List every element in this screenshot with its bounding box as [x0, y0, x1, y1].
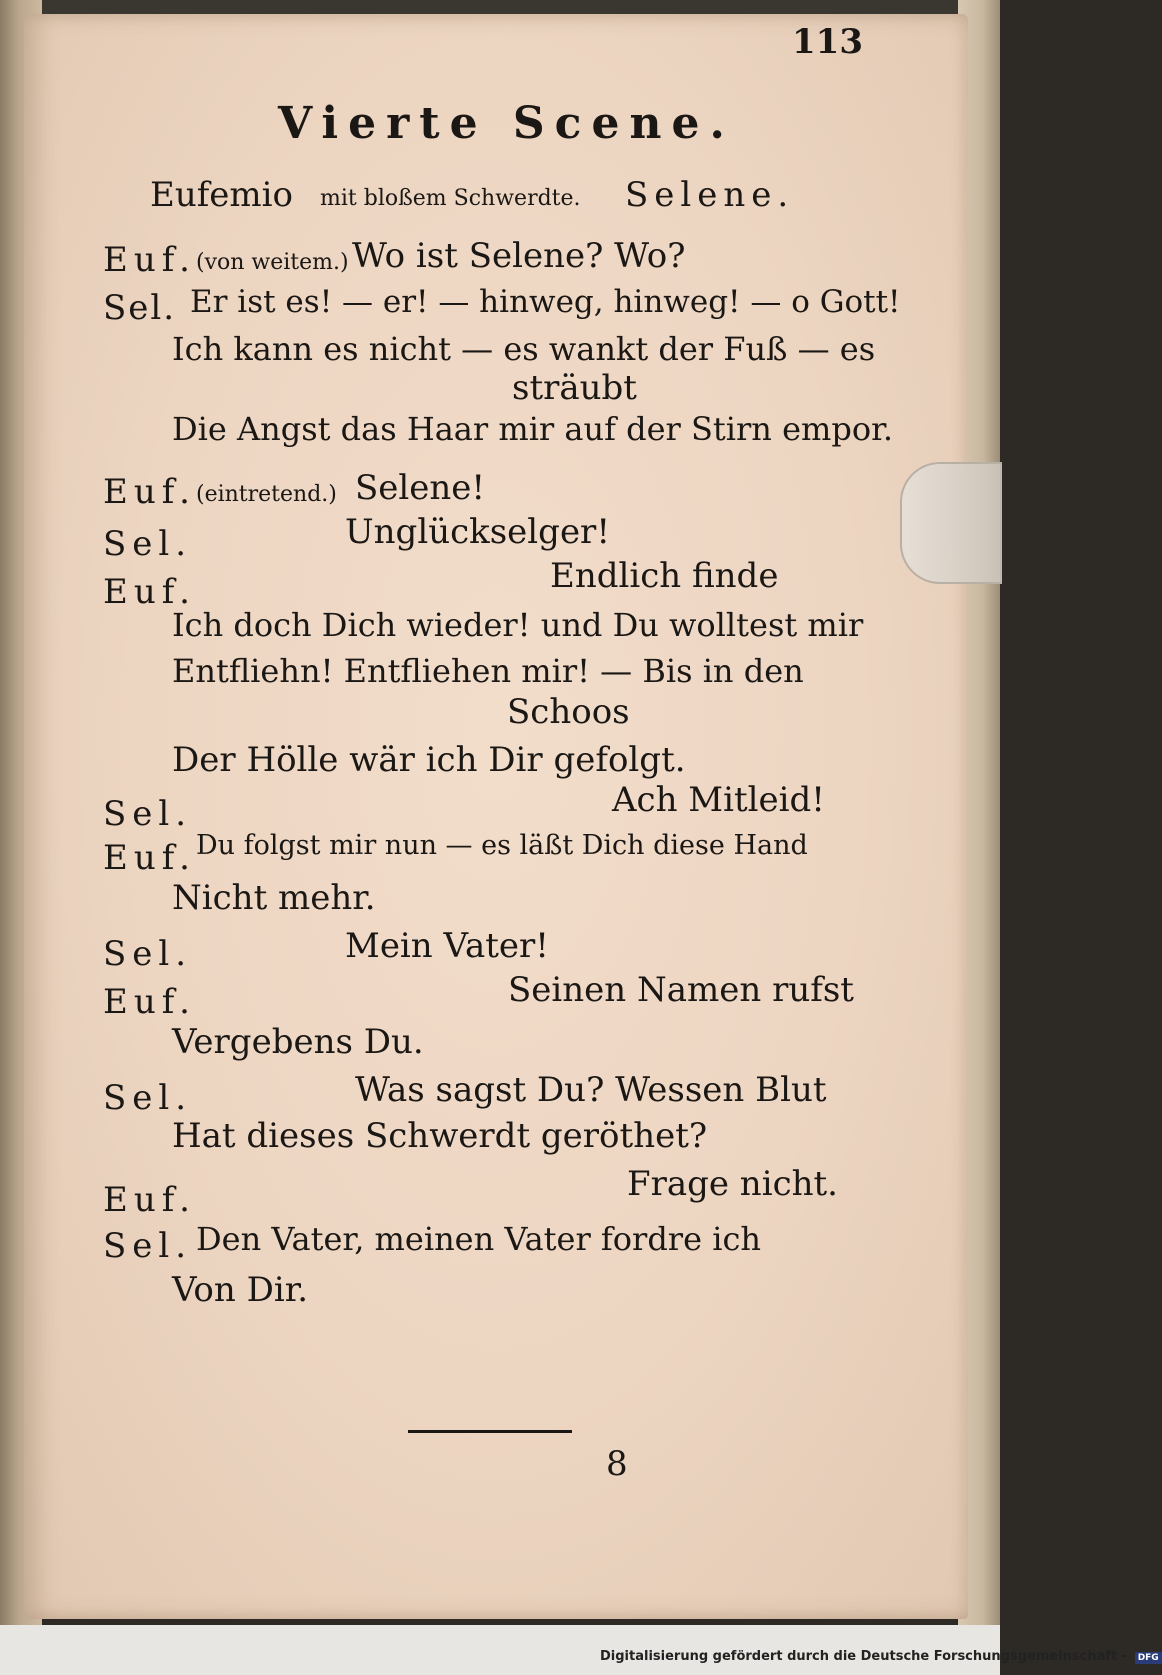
speaker-label: Sel. — [103, 794, 193, 834]
verse-line: Unglückselger! — [345, 512, 610, 552]
speaker-label: Sel. — [103, 288, 177, 328]
credit-text: Digitalisierung gefördert durch die Deutsche Forschungsgemeinschaft - — [600, 1649, 1128, 1664]
digitization-credit — [600, 1649, 1162, 1664]
verse-line: Nicht mehr. — [172, 878, 376, 918]
verse-line: Ich kann es nicht — es wankt der Fuß — es — [172, 330, 876, 368]
speaker-label: Euf. — [103, 572, 196, 612]
page-clip — [900, 462, 1002, 584]
speaker-label: Sel. — [103, 1226, 193, 1266]
speaker-label: Euf. — [103, 472, 196, 512]
speaker-label: Sel. — [103, 524, 193, 564]
cast-name-1: Eufemio — [150, 175, 294, 215]
speaker-label: Euf. — [103, 838, 196, 878]
verse-line: Von Dir. — [172, 1270, 309, 1310]
speaker-label: Euf. — [103, 1180, 196, 1220]
end-rule — [408, 1430, 572, 1433]
verse-line: Wo ist Selene? Wo? — [352, 236, 686, 276]
verse-line: Frage nicht. — [627, 1164, 838, 1204]
signature-mark: 8 — [606, 1444, 628, 1484]
verse-line: Ich doch Dich wieder! und Du wolltest mir — [172, 606, 864, 644]
page-number: 113 — [792, 22, 863, 62]
cast-name-2: Selene. — [625, 175, 795, 215]
speaker-label: Sel. — [103, 1078, 193, 1118]
verse-line: Der Hölle wär ich Dir gefolgt. — [172, 740, 686, 780]
verse-line: Ach Mitleid! — [612, 780, 825, 820]
verse-line: Was sagst Du? Wessen Blut — [355, 1070, 827, 1110]
verse-line: Er ist es! — er! — hinweg, hinweg! — o Gott! — [190, 284, 901, 320]
stage-direction: (von weitem.) — [196, 250, 349, 275]
scene-title: Vierte Scene. — [278, 98, 735, 149]
verse-line: Entfliehn! Entfliehen mir! — Bis in den — [172, 652, 804, 690]
dfg-logo: DFG — [1135, 1652, 1162, 1664]
verse-line: Endlich finde — [550, 556, 779, 596]
verse-line: Schoos — [507, 692, 630, 732]
verse-line: Seinen Namen rufst — [508, 970, 854, 1010]
verse-line: Die Angst das Haar mir auf der Stirn empor. — [172, 410, 894, 448]
verse-line: Du folgst mir nun — es läßt Dich diese Hand — [196, 830, 808, 861]
verse-line: sträubt — [512, 368, 637, 408]
verse-line: Hat dieses Schwerdt geröthet? — [172, 1116, 708, 1156]
verse-line: Mein Vater! — [345, 926, 549, 966]
verse-line: Selene! — [355, 468, 486, 508]
verse-line: Den Vater, meinen Vater fordre ich — [196, 1220, 761, 1258]
speaker-label: Sel. — [103, 934, 193, 974]
verse-line: Vergebens Du. — [172, 1022, 424, 1062]
cast-stage-direction: mit bloßem Schwerdte. — [320, 186, 581, 211]
speaker-label: Euf. — [103, 240, 196, 280]
speaker-label: Euf. — [103, 982, 196, 1022]
stage-direction: (eintretend.) — [196, 482, 337, 507]
